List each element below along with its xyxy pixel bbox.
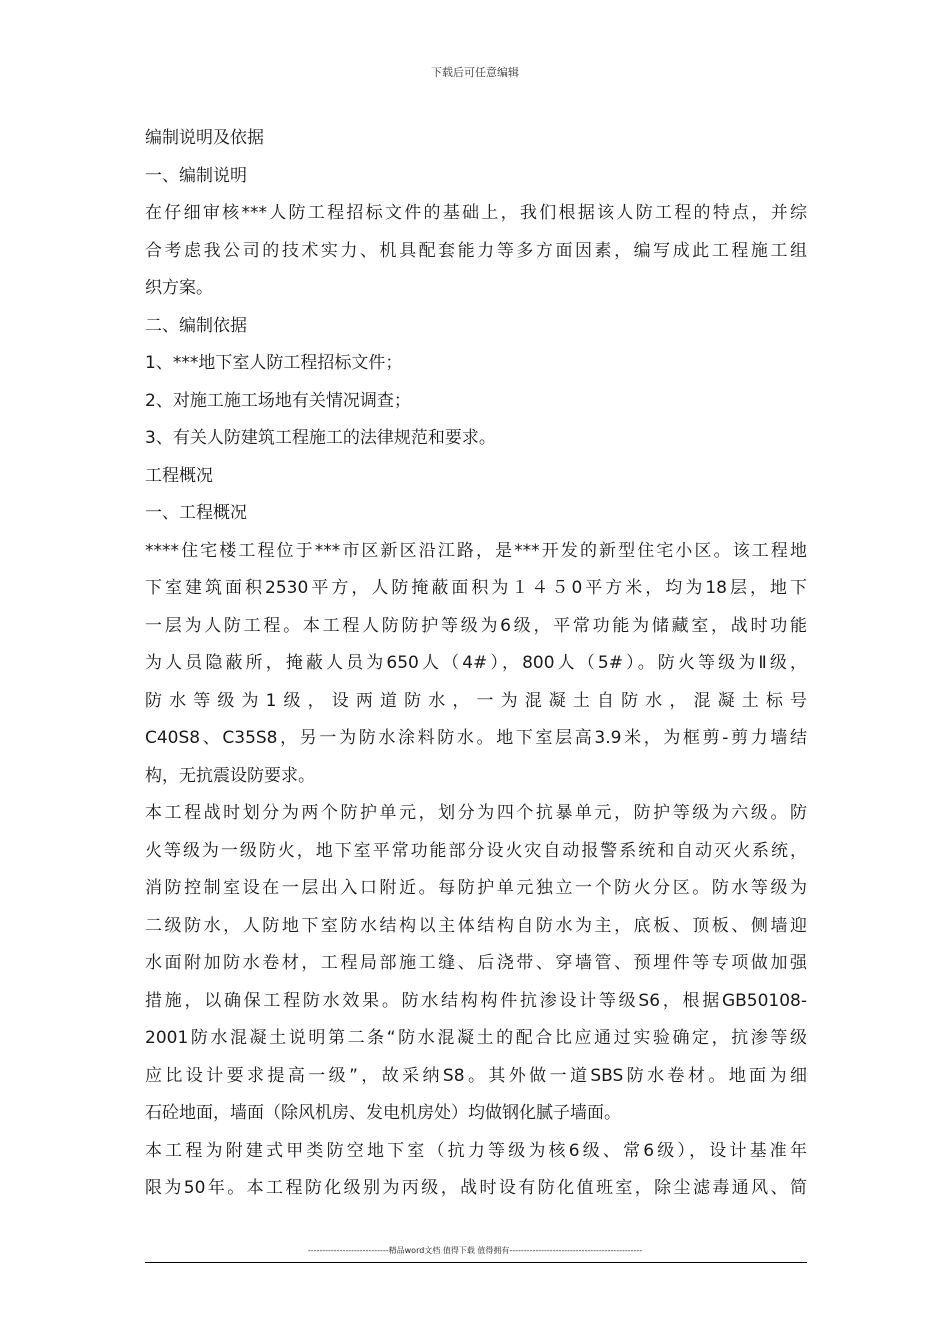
paragraph-line: 构，无抗震设防要求。 bbox=[145, 765, 315, 786]
list-item: 3、有关人防建筑工程施工的法律规范和要求。 bbox=[145, 428, 496, 448]
document-body bbox=[145, 120, 807, 1208]
paragraph-line: 石砼地面，墙面（除风机房、发电机房处）均做钢化腻子墙面。 bbox=[145, 1103, 621, 1123]
paragraph-line: 本工程为附建式甲类防空地下室（抗力等级为核6级、常6级），设计基准年 bbox=[145, 1140, 807, 1161]
paragraph-line: 二级防水，人防地下室防水结构以主体结构自防水为主，底板、顶板、侧墙迎 bbox=[145, 915, 807, 936]
section-title: 工程概况 bbox=[145, 465, 213, 486]
subsection-heading: 二、编制依据 bbox=[145, 315, 247, 336]
paragraph-line: 火等级为一级防火，地下室平常功能部分设火灾自动报警系统和自动灭火系统， bbox=[145, 840, 807, 861]
list-item: 2、对施工施工场地有关情况调查； bbox=[145, 390, 411, 411]
paragraph-line: 织方案。 bbox=[145, 278, 213, 298]
paragraph-line: 限为50年。本工程防化级别为丙级，战时设有防化值班室，除尘滤毒通风、简 bbox=[145, 1178, 807, 1198]
paragraph-line: ****住宅楼工程位于***市区新区沿江路，是***开发的新型住宅小区。该工程地 bbox=[145, 540, 807, 561]
paragraph-line: 防水等级为1级，设两道防水，一为混凝土自防水，混凝土标号 bbox=[145, 690, 807, 711]
page-footer: ----------------------------精品word文档 值得下载 值得拥有---------------------------------------------- bbox=[307, 1246, 643, 1255]
subsection-heading: 一、工程概况 bbox=[145, 503, 247, 523]
paragraph-line: 本工程战时划分为两个防护单元，划分为四个抗暴单元，防护等级为六级。防 bbox=[145, 803, 807, 823]
footer-divider bbox=[145, 1262, 807, 1263]
section-title: 编制说明及依据 bbox=[145, 128, 264, 148]
paragraph-line: 一层为人防工程。本工程人防防护等级为6级，平常功能为储藏室，战时功能 bbox=[145, 615, 807, 636]
paragraph-line: 2001防水混凝土说明第二条“防水混凝土的配合比应通过实验确定，抗渗等级 bbox=[145, 1028, 807, 1048]
paragraph-line: 为人员隐蔽所，掩蔽人员为650人（4#），800人（5#）。防火等级为Ⅱ级， bbox=[145, 653, 807, 673]
paragraph-line: 合考虑我公司的技术实力、机具配套能力等多方面因素，编写成此工程施工组 bbox=[145, 240, 807, 261]
paragraph-line: 应比设计要求提高一级”，故采纳S8。其外做一道SBS防水卷材。地面为细 bbox=[145, 1065, 807, 1086]
paragraph-line: 措施，以确保工程防水效果。防水结构构件抗渗设计等级S6，根据GB50108- bbox=[145, 990, 807, 1011]
subsection-heading: 一、编制说明 bbox=[145, 165, 247, 186]
list-item: 1、***地下室人防工程招标文件； bbox=[145, 353, 403, 373]
paragraph-line: 在仔细审核***人防工程招标文件的基础上，我们根据该人防工程的特点，并综 bbox=[145, 203, 807, 223]
paragraph-line: 水面附加防水卷材，工程局部施工缝、后浇带、穿墙管、预埋件等专项做加强 bbox=[145, 953, 807, 973]
paragraph-line: 消防控制室设在一层出入口附近。每防护单元独立一个防火分区。防水等级为 bbox=[145, 878, 807, 898]
page-header: 下载后可任意编辑 bbox=[431, 66, 519, 79]
paragraph-line: 下室建筑面积2530平方，人防掩蔽面积为１４５0平方米，均为18层，地下 bbox=[145, 578, 807, 598]
paragraph-line: C40S8、C35S8，另一为防水涂料防水。地下室层高3.9米，为框剪-剪力墙结 bbox=[145, 728, 807, 748]
